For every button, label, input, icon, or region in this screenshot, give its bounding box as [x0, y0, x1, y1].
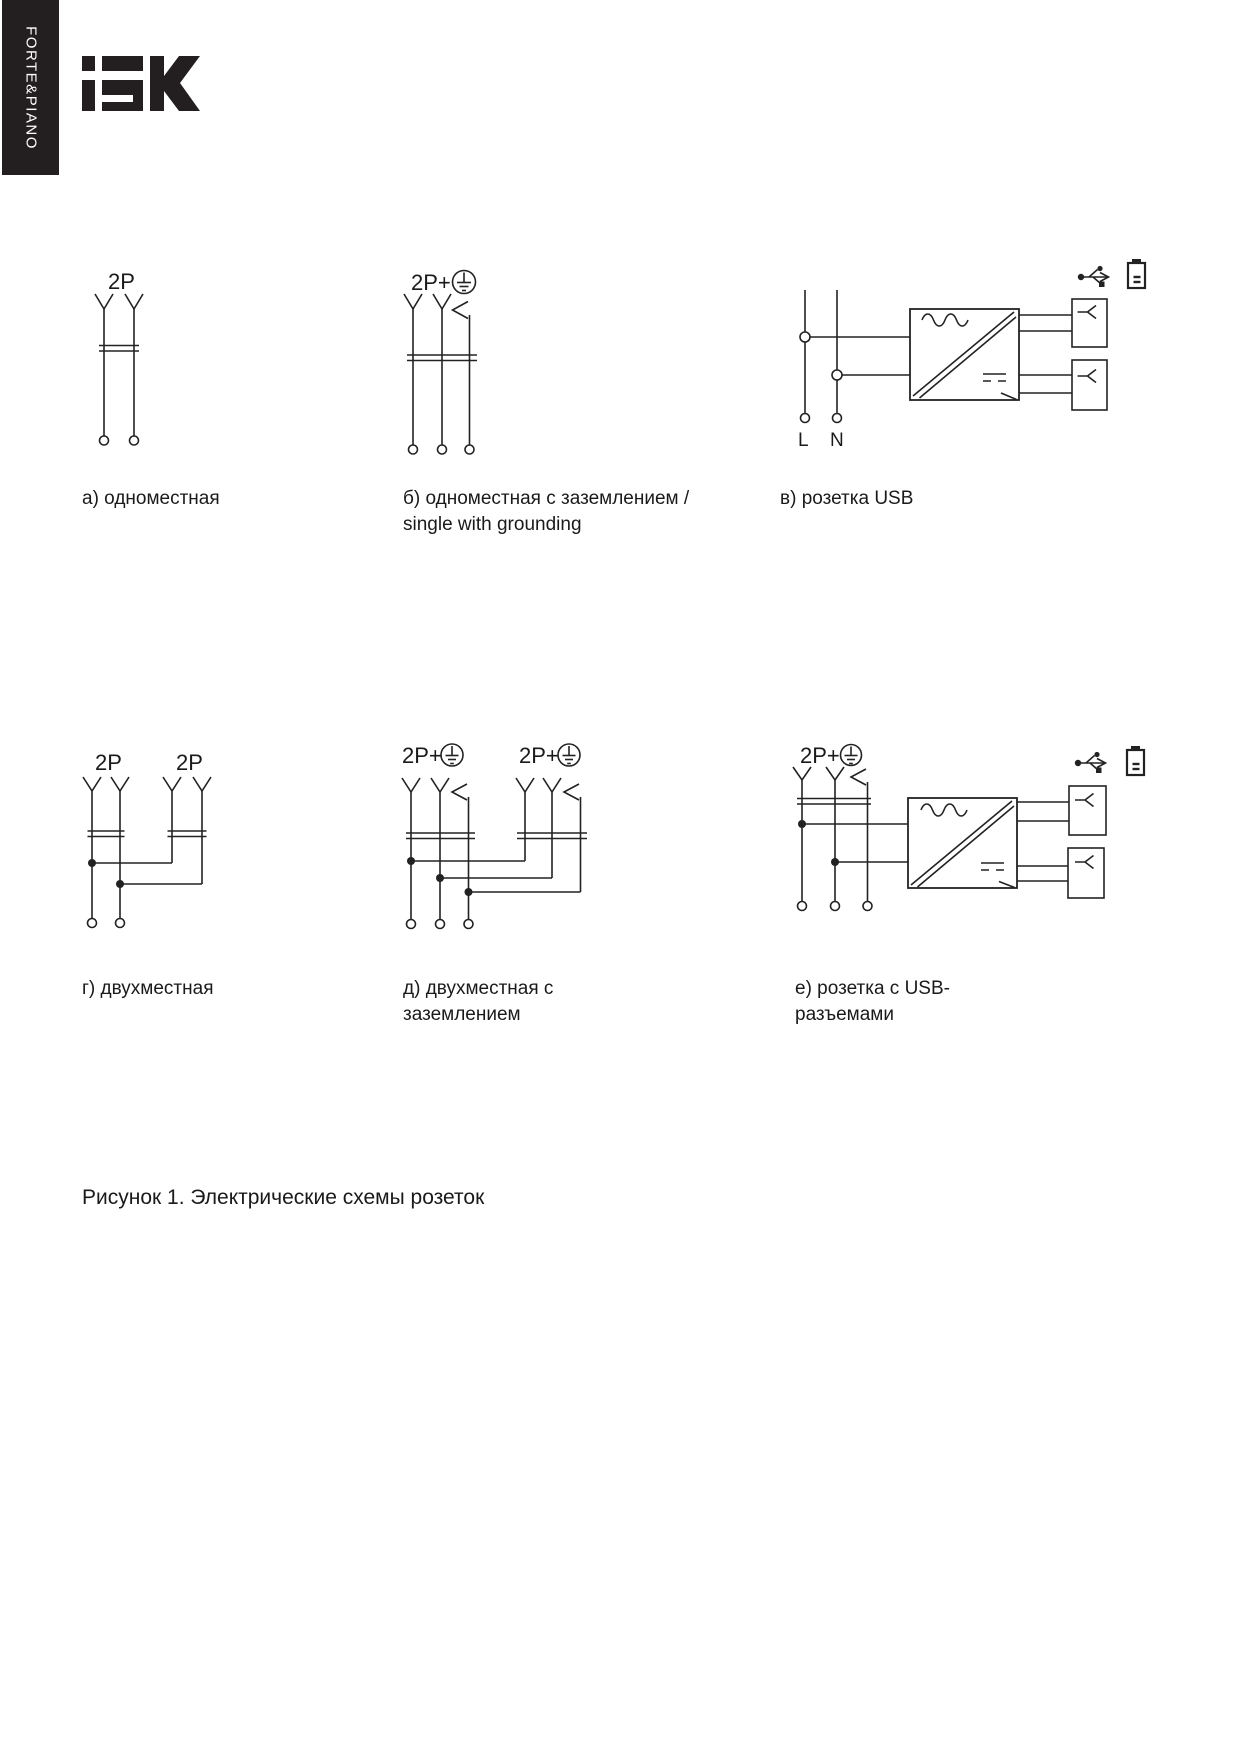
socket-bar-right: [168, 831, 207, 837]
socket-bar: [797, 799, 871, 805]
battery-icon: [1128, 259, 1145, 288]
logo-e-right-join: [133, 80, 143, 111]
contact-forks: [95, 294, 143, 309]
contact-forks: [793, 767, 844, 780]
usb-port-icon: [1078, 306, 1097, 319]
pole-count-label-right: 2P+: [519, 743, 559, 768]
ac-dc-converter: [908, 798, 1017, 888]
dc-output-wires: [1017, 802, 1069, 881]
logo-i-dot: [82, 56, 95, 71]
usb-icon: [1078, 266, 1109, 287]
ground-contact-arrow: [851, 769, 866, 785]
pole-count-label-right: 2P: [176, 750, 203, 775]
pole-count-label: 2P: [108, 269, 135, 294]
series-label: FORTE&PIANO: [22, 25, 39, 150]
junction-dot: [831, 858, 839, 866]
diagram-v-schematic: [790, 255, 1155, 455]
ground-contact-arrow: [564, 784, 579, 800]
terminals: [798, 902, 873, 911]
ground-contact-arrow: [453, 302, 469, 319]
terminals: [88, 919, 125, 928]
output-arrow: [1001, 393, 1017, 400]
diagram-caption-b-line2: single with grounding: [403, 514, 582, 535]
terminal: [833, 414, 842, 423]
tap-terminal: [832, 370, 842, 380]
diagram-caption-d-line1: д) двухместная с: [403, 978, 554, 999]
diagram-g-schematic: [85, 745, 215, 935]
usb-port-icon: [1078, 370, 1097, 383]
dc-symbol: [983, 374, 1006, 381]
diagram-a-schematic: [80, 260, 155, 460]
contact-forks: [83, 777, 211, 791]
contact-forks: [402, 778, 561, 792]
pole-count-label-left: 2P: [95, 750, 122, 775]
diagram-caption-b: [403, 486, 689, 538]
iek-logo: [82, 56, 202, 114]
grounding-icon: [841, 745, 862, 766]
contact-forks: [404, 294, 451, 309]
junction-dot: [88, 859, 96, 867]
diagram-caption-e-line2: разъемами: [795, 1004, 894, 1025]
diagram-caption-a: а) одноместная: [82, 488, 220, 509]
diagram-b-schematic: [400, 260, 495, 460]
terminals: [100, 436, 139, 445]
series-spine: [2, 0, 59, 175]
ac-dc-converter: [910, 309, 1019, 400]
logo-e-top-bar: [102, 56, 143, 71]
socket-bar-left: [88, 831, 125, 837]
usb-icon: [1075, 752, 1106, 773]
junction-dot: [407, 857, 415, 865]
ac-wave-icon: [922, 314, 968, 326]
terminals: [409, 445, 475, 454]
pole-count-label-left: 2P+: [402, 743, 442, 768]
diagram-e-schematic: [790, 735, 1155, 920]
diagram-caption-e: [795, 976, 950, 1028]
neutral-label: N: [830, 430, 844, 451]
terminal: [801, 414, 810, 423]
diagram-d-schematic: [395, 740, 605, 935]
diagram-caption-d: [403, 976, 553, 1028]
usb-port-box: [1072, 360, 1107, 410]
logo-k-arms: [164, 56, 200, 111]
battery-icon: [1127, 746, 1144, 775]
terminals: [407, 920, 474, 929]
logo-k-stem: [150, 56, 164, 111]
logo-i-body: [82, 80, 95, 111]
figure-caption: Рисунок 1. Электрические схемы розеток: [82, 1186, 485, 1209]
usb-port-box: [1072, 299, 1107, 347]
usb-port-icon: [1075, 794, 1094, 807]
pole-count-label: 2P+: [800, 743, 840, 768]
junction-dot: [465, 888, 473, 896]
phase-label: L: [798, 430, 809, 451]
usb-port-icon: [1075, 856, 1094, 869]
ac-wave-icon: [921, 804, 967, 816]
pole-count-label: 2P+: [411, 270, 451, 295]
diagram-caption-v: в) розетка USB: [780, 488, 914, 509]
dc-output-wires: [1019, 315, 1072, 393]
socket-bar: [99, 346, 139, 352]
tap-terminal: [800, 332, 810, 342]
ground-contact-arrow: [452, 784, 467, 800]
grounding-icon: [453, 271, 476, 294]
junction-dot: [798, 820, 806, 828]
usb-port-box: [1068, 848, 1104, 898]
dc-symbol: [981, 863, 1004, 870]
junction-dot: [436, 874, 444, 882]
grounding-icon: [441, 744, 463, 766]
output-arrow: [999, 882, 1015, 888]
diagram-caption-d-line2: заземлением: [403, 1004, 521, 1025]
diagram-caption-b-line1: б) одноместная с заземлением /: [403, 488, 690, 509]
junction-dot: [116, 880, 124, 888]
diagram-caption-e-line1: е) розетка с USB-: [795, 978, 950, 999]
grounding-icon: [558, 744, 580, 766]
usb-port-box: [1069, 786, 1106, 835]
diagram-caption-g: г) двухместная: [82, 978, 214, 999]
